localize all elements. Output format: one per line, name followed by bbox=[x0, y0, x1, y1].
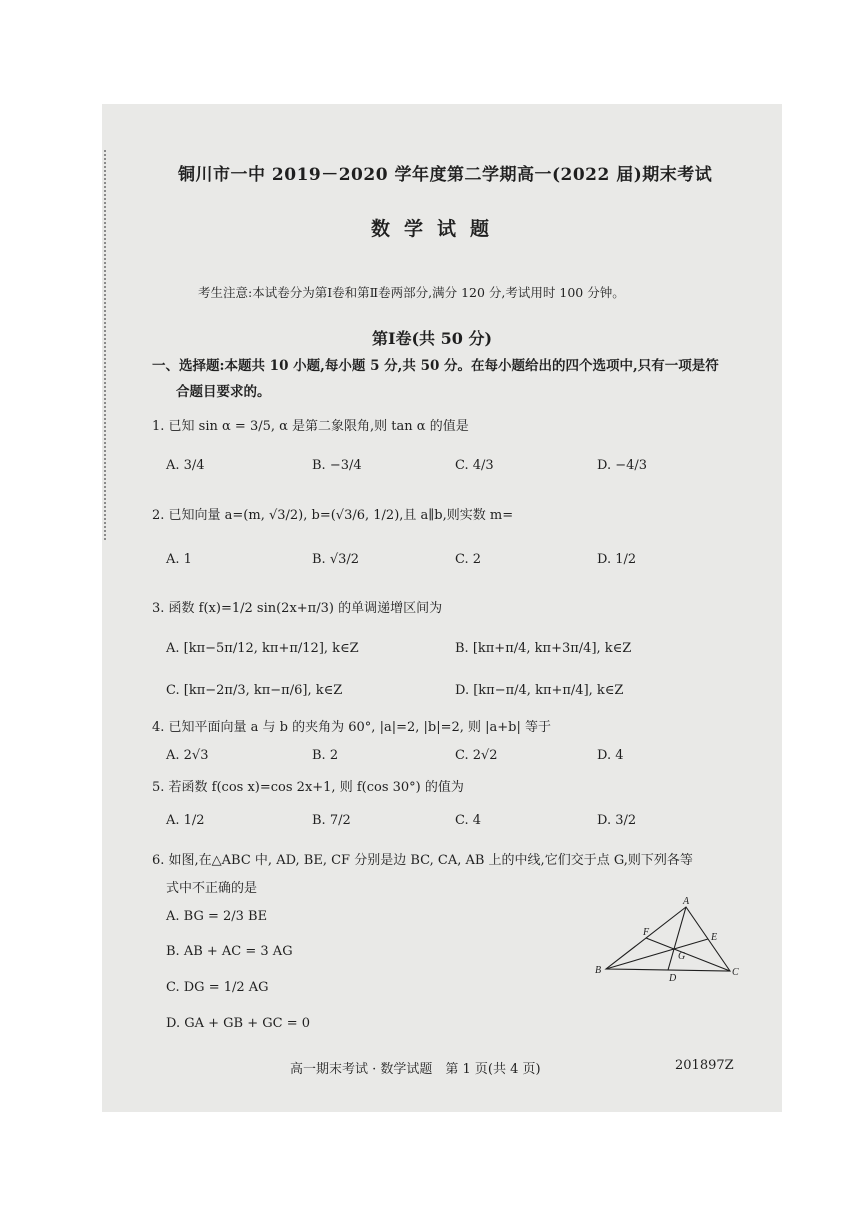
question-6-option-b[interactable]: B. AB + AC = 3 AG bbox=[166, 944, 293, 959]
section-instructions-line2: 合题目要求的。 bbox=[176, 384, 271, 400]
question-3-option-c[interactable]: C. [kπ−2π/3, kπ−π/6], k∈Z bbox=[166, 683, 343, 698]
question-6-stem-line2: 式中不正确的是 bbox=[166, 881, 258, 896]
label-e: E bbox=[711, 932, 718, 943]
question-3-option-b[interactable]: B. [kπ+π/4, kπ+3π/4], k∈Z bbox=[455, 641, 632, 656]
question-1-stem: 1. 已知 sin α = 3/5, α 是第二象限角,则 tan α 的值是 bbox=[152, 419, 469, 434]
question-4-option-b[interactable]: B. 2 bbox=[312, 748, 339, 763]
question-4-option-a[interactable]: A. 2√3 bbox=[166, 748, 209, 763]
question-1-option-d[interactable]: D. −4/3 bbox=[597, 458, 648, 473]
question-6-option-c[interactable]: C. DG = 1/2 AG bbox=[166, 980, 269, 995]
perforation-edge bbox=[104, 150, 109, 540]
question-5-option-a[interactable]: A. 1/2 bbox=[166, 813, 205, 828]
question-6-option-d[interactable]: D. GA + GB + GC = 0 bbox=[166, 1016, 311, 1031]
label-g: G bbox=[678, 951, 686, 962]
question-6-option-a[interactable]: A. BG = 2/3 BE bbox=[166, 909, 268, 924]
label-f: F bbox=[643, 927, 650, 938]
question-5-option-d[interactable]: D. 3/2 bbox=[597, 813, 637, 828]
question-6-stem-line1: 6. 如图,在△ABC 中, AD, BE, CF 分别是边 BC, CA, AB 上的中线,它们交于点 G,则下列各等 bbox=[152, 853, 693, 868]
label-d: D bbox=[669, 973, 677, 984]
label-a: A bbox=[683, 896, 690, 907]
question-2-option-a[interactable]: A. 1 bbox=[166, 552, 192, 567]
question-4-option-c[interactable]: C. 2√2 bbox=[455, 748, 498, 763]
page-footer: 高一期末考试 · 数学试题 第 1 页(共 4 页) bbox=[290, 1062, 541, 1077]
exam-title: 铜川市一中 2019－2020 学年度第二学期高一(2022 届)期末考试 bbox=[178, 165, 713, 185]
question-3-stem: 3. 函数 f(x)=1/2 sin(2x+π/3) 的单调递增区间为 bbox=[152, 601, 443, 616]
question-1-option-b[interactable]: B. −3/4 bbox=[312, 458, 362, 473]
triangle-median-diagram bbox=[590, 895, 740, 985]
median-cf bbox=[646, 938, 730, 971]
question-5-option-c[interactable]: C. 4 bbox=[455, 813, 482, 828]
paper-code: 201897Z bbox=[675, 1058, 734, 1073]
exam-subtitle: 数学试题 bbox=[371, 218, 504, 240]
question-2-option-b[interactable]: B. √3/2 bbox=[312, 552, 360, 567]
median-be bbox=[606, 939, 708, 969]
exam-notice: 考生注意:本试卷分为第Ⅰ卷和第Ⅱ卷两部分,满分 120 分,考试用时 100 分钟。 bbox=[198, 285, 625, 300]
label-b: B bbox=[595, 965, 602, 976]
question-5-option-b[interactable]: B. 7/2 bbox=[312, 813, 351, 828]
question-3-option-d[interactable]: D. [kπ−π/4, kπ+π/4], k∈Z bbox=[455, 683, 624, 698]
question-2-option-d[interactable]: D. 1/2 bbox=[597, 552, 637, 567]
question-5-stem: 5. 若函数 f(cos x)=cos 2x+1, 则 f(cos 30°) 的值为 bbox=[152, 780, 464, 795]
question-4-stem: 4. 已知平面向量 a 与 b 的夹角为 60°, |a|=2, |b|=2, 则 |a+b| 等于 bbox=[152, 720, 552, 735]
question-2-stem: 2. 已知向量 a=(m, √3/2), b=(√3/6, 1/2),且 a∥b,则实数 m= bbox=[152, 508, 514, 523]
question-4-option-d[interactable]: D. 4 bbox=[597, 748, 624, 763]
question-1-option-a[interactable]: A. 3/4 bbox=[166, 458, 205, 473]
label-c: C bbox=[732, 967, 739, 978]
section-instructions-line1: 一、选择题:本题共 10 小题,每小题 5 分,共 50 分。在每小题给出的四个选项中,只有一项是符 bbox=[152, 358, 719, 374]
volume-heading: 第Ⅰ卷(共 50 分) bbox=[372, 329, 493, 348]
question-3-option-a[interactable]: A. [kπ−5π/12, kπ+π/12], k∈Z bbox=[166, 641, 359, 656]
question-2-option-c[interactable]: C. 2 bbox=[455, 552, 482, 567]
question-1-option-c[interactable]: C. 4/3 bbox=[455, 458, 494, 473]
